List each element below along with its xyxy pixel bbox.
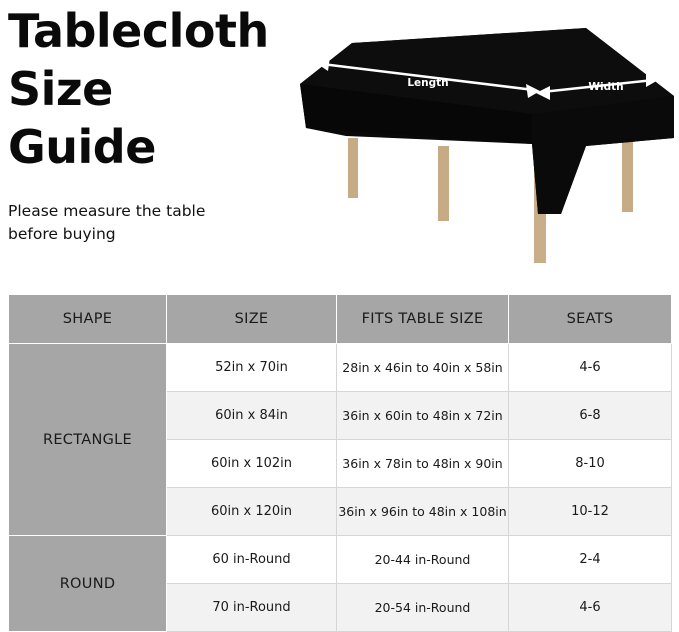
page-title [8, 2, 308, 176]
fits-cell: 20-54 in-Round [337, 584, 509, 632]
seats-cell: 4-6 [509, 344, 672, 392]
size-chart-table [8, 294, 672, 632]
table-row [9, 344, 672, 392]
column-header-size: SIZE [167, 295, 337, 344]
title-line-2: Size [8, 62, 113, 116]
header-section [0, 0, 679, 286]
size-cell: 60in x 84in [167, 392, 337, 440]
page-subtitle [8, 200, 308, 246]
size-cell: 60 in-Round [167, 536, 337, 584]
fits-cell: 36in x 78in to 48in x 90in [337, 440, 509, 488]
column-header-shape: SHAPE [9, 295, 167, 344]
fits-cell: 36in x 60in to 48in x 72in [337, 392, 509, 440]
column-header-fits: FITS TABLE SIZE [337, 295, 509, 344]
seats-cell: 2-4 [509, 536, 672, 584]
subtitle-line-1: Please measure the table [8, 202, 206, 220]
table-header-row [9, 295, 672, 344]
size-cell: 60in x 102in [167, 440, 337, 488]
seats-cell: 8-10 [509, 440, 672, 488]
title-line-3: Guide [8, 120, 156, 174]
tablecloth-illustration [286, 18, 676, 283]
table-legs [348, 138, 633, 263]
subtitle-line-2: before buying [8, 225, 116, 243]
seats-cell: 6-8 [509, 392, 672, 440]
seats-cell: 4-6 [509, 584, 672, 632]
shape-cell-round: ROUND [9, 536, 167, 632]
shape-cell-rectangle: RECTANGLE [9, 344, 167, 536]
fits-cell: 36in x 96in to 48in x 108in [337, 488, 509, 536]
column-header-seats: SEATS [509, 295, 672, 344]
size-cell: 52in x 70in [167, 344, 337, 392]
width-label: Width [588, 81, 624, 93]
table-row [9, 536, 672, 584]
fits-cell: 20-44 in-Round [337, 536, 509, 584]
size-cell: 70 in-Round [167, 584, 337, 632]
size-cell: 60in x 120in [167, 488, 337, 536]
length-label: Length [407, 77, 449, 89]
fits-cell: 28in x 46in to 40in x 58in [337, 344, 509, 392]
title-line-1: Tablecloth [8, 4, 269, 58]
seats-cell: 10-12 [509, 488, 672, 536]
